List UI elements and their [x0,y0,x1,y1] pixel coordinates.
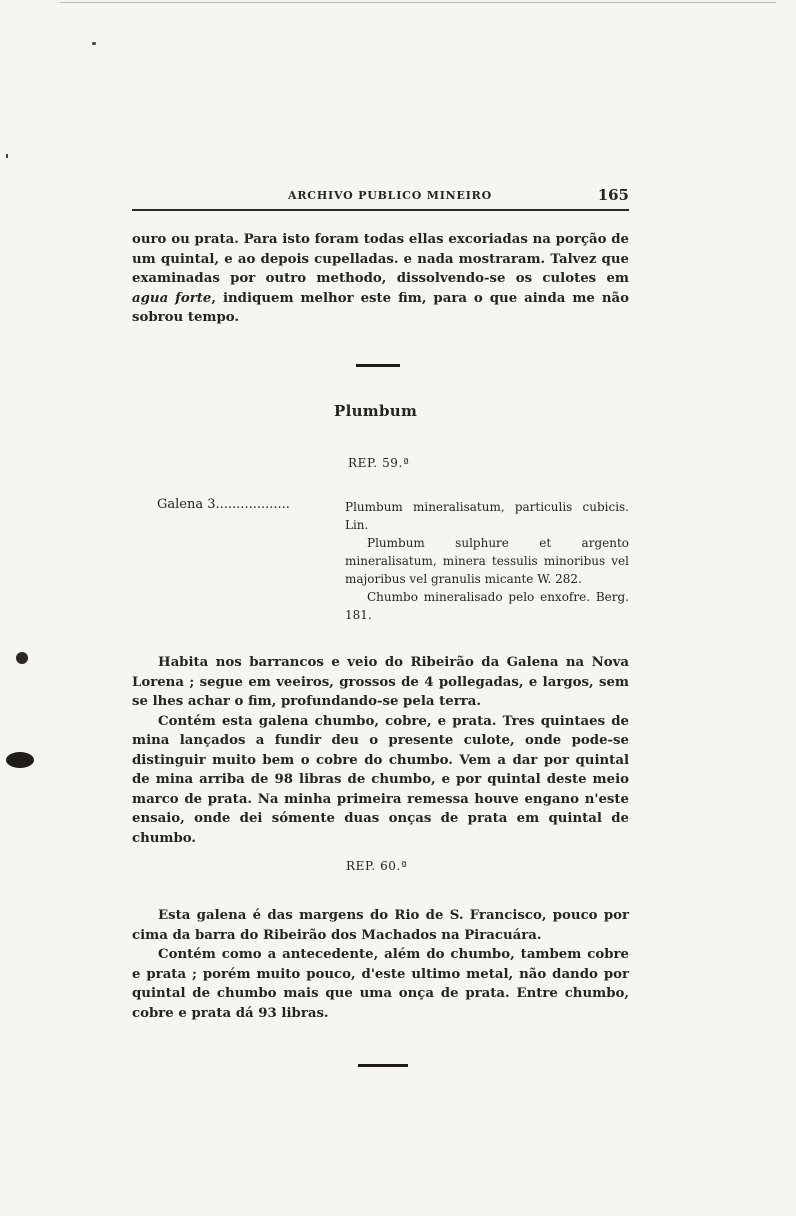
scan-speck [92,42,96,45]
paragraph: Habita nos barrancos e veio do Ribeirão da Galena na Nova Lorena ; segue em veeiros, grossos de 4 pollegadas, e largos, sem se lhes achar o fim, profundando-se pela terra. [132,655,629,709]
entry-line-2: Plumbum sulphure et argento mineralisatum, minera tessulis minoribus vel majoribus vel granulis micante W. 282. [345,536,629,586]
paragraph: Esta galena é das margens do Rio de S. Francisco, pouco por cima da barra do Ribeirão dos Machados na Piracuára. [132,908,629,943]
paragraph: Contém esta galena chumbo, cobre, e prata. Tres quintaes de mina lançados a fundir deu o presente culote, onde pode-se distinguir muito bem o cobre do chumbo. Vem a dar por quintal de mina arriba de 98 libras de chumbo, e por quintal deste meio marco de prata. Na minha primeira remessa houve engano n'este ensaio, onde dei sómente duas onças de prata em quintal de chumbo. [132,713,629,846]
reference-60: REP. 60.ª [346,859,408,873]
entry-line-1: Plumbum mineralisatum, particulis cubicis. Lin. [345,500,629,532]
entry-line-3: Chumbo mineralisado pelo enxofre. Berg. 181. [345,590,629,622]
page-number: 165 [597,186,629,204]
section-title: Plumbum [334,402,418,420]
entry-description [345,498,629,624]
intro-paragraph [132,230,629,328]
paragraph: Contém como a antecedente, além do chumbo, tambem cobre e prata ; porém muito pouco, d'este ultimo metal, não dando por quintal de chumbo mais que uma onça de prata. Entre chumbo, cobre e prata dá 93 libras. [132,947,629,1021]
intro-italic: agua forte [132,290,212,306]
scan-edge-line [60,2,776,3]
scan-speck [6,154,8,158]
running-header [132,186,629,208]
body-rep-60 [132,906,629,1023]
ink-blot [6,752,34,768]
end-divider [358,1064,408,1067]
running-title: ARCHIVO PUBLICO MINEIRO [288,189,492,202]
body-rep-59 [132,653,629,848]
intro-text-2: , indiquem melhor este fim, para o que ainda me não sobrou tempo. [132,290,629,325]
intro-text-1: ouro ou prata. Para isto foram todas ellas excoriadas na porção de um quintal, e ao depois cupelladas. e nada mostraram. Talvez que examinadas por outro methodo, dissolvendo-se os culotes em [132,232,629,286]
ink-blot [16,652,28,664]
entry-term: Galena 3.................. [157,497,290,512]
reference-59: REP. 59.ª [348,456,410,470]
header-rule [132,209,629,211]
section-divider [356,364,400,367]
